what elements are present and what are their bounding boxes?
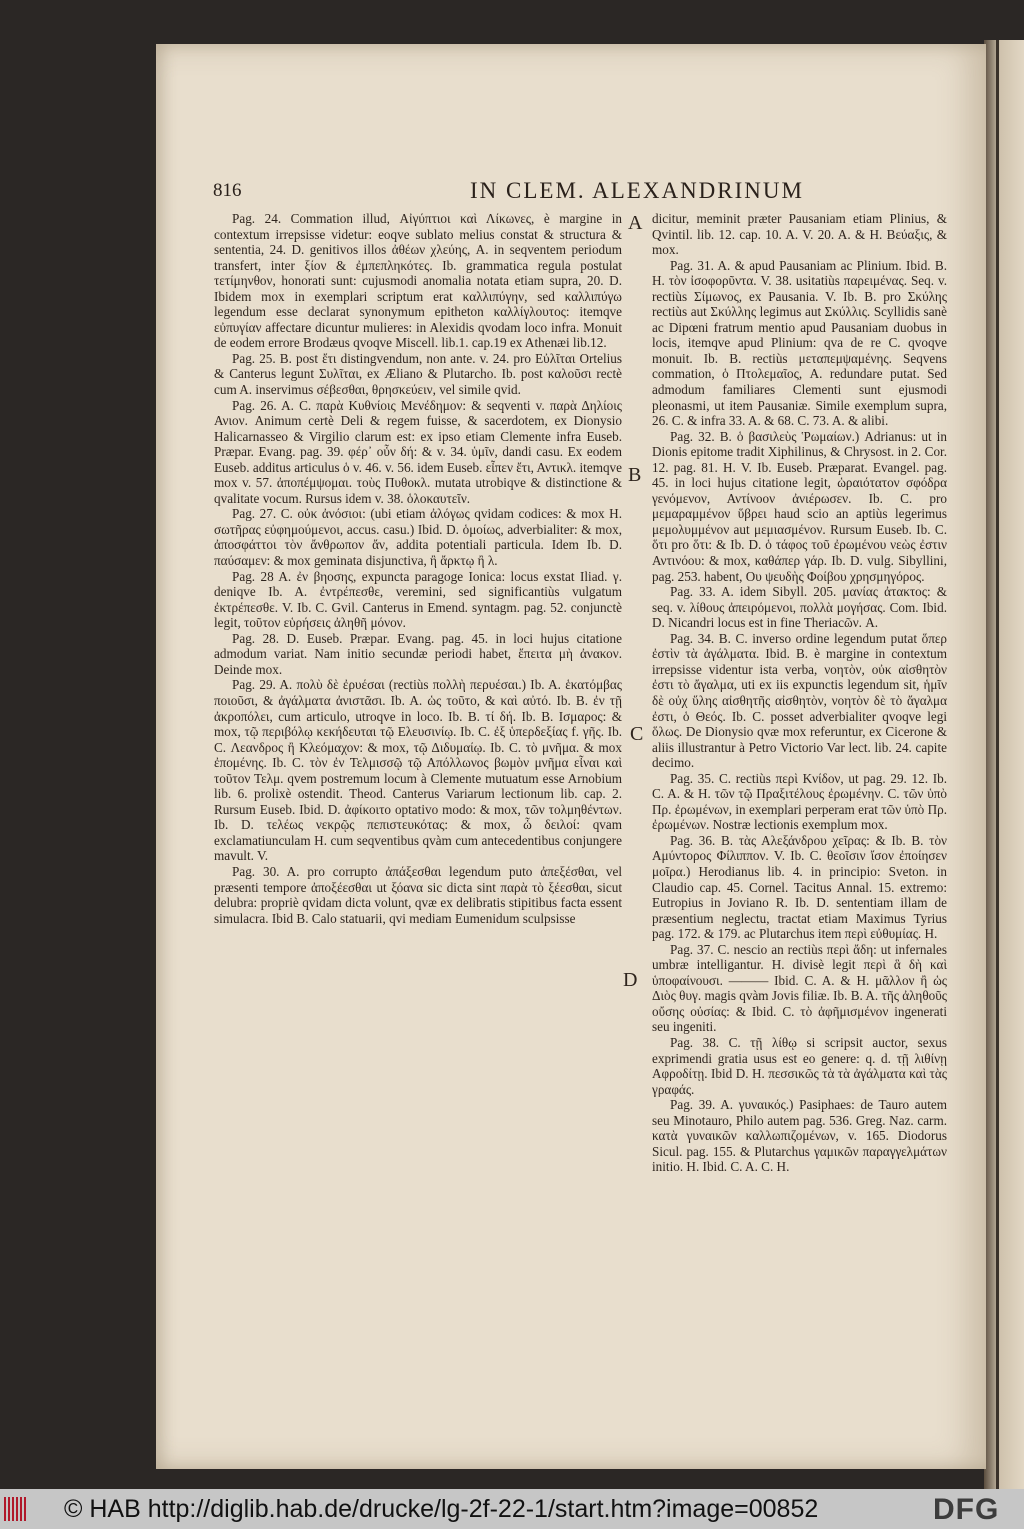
paragraph: Pag. 35. C. rectiùs περὶ Κνίδον, ut pag. 29. 12. Ib. C. A. & H. τῶν τῷ Πραξιτέλους ἐρωμένην. C. τῶν ὑπὸ Πρ. ἐρωμένων, in exemplari perperam erat τῶν ὑπὸ Πρ. ἐρωμένων. Nostræ lectionis exemplum mox. — [652, 770, 947, 833]
paragraph: Pag. 34. B. C. inverso ordine legendum putat ὅπερ ἐστὶν τὰ ἀγάλματα. Ibid. B. è margine in contextum irrepsisse videntur ista verba, νοητὸν, οὐκ αἰσθητὸν ἐστι τὸ ἄγαλμα, uti ex iis expunctis legendum sit, ἡμῖν δὲ οὐχ ὕλης αἰσθητῆς αἰσθητὸν, νοητὸν δὲ τὸ ἄγαλμα ἐστι, ὁ Θεός. Ib. C. posset adverbialiter qvoqve legi ὅλως. De Dionysio qvæ mox referuntur, ex Cicerone & aliis illustrantur à Petro Victorio Var lect. lib. 24. capite decimo. — [652, 630, 947, 771]
right-column — [652, 211, 947, 1175]
page-header — [213, 180, 948, 208]
margin-letter-b: B — [628, 464, 642, 486]
hab-logo-icon — [4, 1497, 26, 1521]
paragraph: Pag. 36. B. τὰς Αλεξάνδρου χεῖρας: & Ib. B. τὸν Αμύντορος Φίλιππον. V. Ib. C. θεοῖσιν ἴσον ἐποίησεν μοῖρα.) Herodianus lib. 4. in principio: Sveton. in Claudio cap. 45. Cornel. Tacitus Annal. 15. extremo: Eutropius in Joviano R. Ib. D. sententiam illam de præsentium neglectu, tractat etiam Maximus Tyrius pag. 172. & 179. ac Plutarchus item περὶ εὐθυμίας. H. — [652, 832, 947, 942]
paragraph: dicitur, meminit præter Pausaniam etiam Plinius, & Qvintil. lib. 12. cap. 10. A. V. 20. A. & H. Βεύαξις, & mox. — [652, 211, 947, 258]
paragraph: Pag. 26. A. C. παρὰ Κυθνίοις Μενέδημον: & seqventi v. παρὰ Δηλίοις Ανιον. Animum certè Deli & regem fuisse, & sacerdotem, ex Dionysio Halicarnasseo & Virgilio clarum est: ex ipso etiam Clemente infra Euseb. Præpar. Evang. pag. 39. φέρ᾽ οὖν δή: & v. 34. ὑμῖν, dandi casu. Ex eodem Euseb. additus articulus ὁ v. 46. v. 56. idem Euseb. εἶπεν ἔτι, Αντικλ. itemqve mox v. 57. ἀποπέμψομαι. τοὺς Πυθοκλ. mutata utrobiqve & distinctione & qvalitate vocum. Rursus idem v. 38. ὁλοκαυτεῖν. — [214, 397, 622, 506]
paragraph: Pag. 32. B. ὁ βασιλεὺς Ῥωμαίων.) Adrianus: ut in Dionis epitome tradit Xiphilinus, & Chrysost. in 2. Cor. 12. pag. 81. H. V. Ib. Euseb. Præparat. Evangel. pag. 45. in loci hujus citatione legit, ὡραιότατον σφόδρα γενόμενον, Αντίνοον ἀνιέρωσεν. Ib. C. pro μεμαραμμένον ὕβρει haud scio an aptiùs legerimus μεμολυμμένον aut μεμιασμένον. Rursum Euseb. Ib. C. ὅτι pro ὅτι: & Ib. D. ὁ τάφος τοῦ ἐρωμένου νεὼς ἐστιν Αντινόου: & mox, καθάπερ γάρ. Ib. D. vulg. Sibyllini, pag. 253. habent, Ου ψευδὴς Φοίβου χρησμηγόρος. — [652, 428, 947, 584]
paragraph: Pag. 30. A. pro corrupto ἀπάξεσθαι legendum puto ἀπεξέσθαι, vel præsenti tempore ἀποξέεσθαι ut ξόανα sic dicta sint παρὰ τὸ ξέεσθαι, sicut delubra: propriè qvidam dicta volunt, qvæ ex delibratis stipitibus facta essent simulacra. Ibid B. Calo statuarii, qvi mediam Eumenidum sculpsisse — [214, 863, 622, 926]
paragraph: Pag. 27. C. οὐκ ἀνόσιοι: (ubi etiam ἀλόγως qvidam codices: & mox H. σωτῆρας εὐφημούμενοι, accus. casu.) Ibid. D. ὁμοίως, adverbialiter: & mox, ἀποσφάττοι τὸν ἄνθρωπον ἄν, addita potentiali particula. Idem Ib. D. παύσαμεν: & mox geminata disjunctiva, ἢ ἄρκτῳ ἢ λ. — [214, 506, 622, 569]
margin-letter-d: D — [623, 969, 638, 991]
paragraph: Pag. 31. A. & apud Pausaniam ac Plinium. Ibid. B. H. τὸν ἰσοφορῦντα. V. 38. usitatiùs παρειμένας. Seq. v. rectiùs Σίμωνος, ex Pausania. V. Ib. B. pro Σκύλης rectiùs aut Σκύλλης legimus aut Σκύλλις. Scyllidis sanè ac Dipœni fratrum mentio apud Pausaniam duobus in locis, itemqve apud Plinium: qva de re C. qvoqve monuit. Ib. B. rectiùs μεταπεμψαμένης. Seqvens commation, ὁ Πτολεμαῖος, A. redundare putat. Sed admodum familiares Clementi sunt ejusmodi pleonasmi, ut item Pausaniæ. Simile exemplum supra, 26. C. & infra 33. A. & 68. C. 73. A. & alibi. — [652, 257, 947, 429]
running-title: IN CLEM. ALEXANDRINUM — [470, 178, 804, 203]
paragraph: Pag. 25. B. post ἔτι distingvendum, non ante. v. 24. pro Εὐλῖται Ortelius & Canterus legunt Συλῖται, ex Æliano & Plutarcho. Ib. post καλοῦσι rectè cum A. inservimus σέβεσθαι, θρησκεύειν, vel simile qvid. — [214, 350, 622, 398]
copyright-link[interactable]: © HAB http://diglib.hab.de/drucke/lg-2f-22-1/start.htm?image=00852 — [64, 1495, 819, 1523]
paragraph: Pag. 37. C. nescio an rectiùs περὶ ἄδη: ut infernales umbræ intelligantur. H. divisè legit περὶ ἃ δὴ καὶ ὑποφαίνουσι. ——— Ibid. C. A. & H. μᾶλλον ἢ ὡς Διὸς θυγ. magis qvàm Jovis filiæ. Ib. B. A. τῆς ἀληθοῦς οὔσης οὐσίας: & Ibid. C. τὸ ἀφῆμισμένον ingenerati seu ingeniti. — [652, 941, 947, 1035]
paragraph: Pag. 33. A. idem Sibyll. 205. μανίας ἀτακτος: & seq. v. λίθους ἀπειρόμενοι, πολλὰ μογήσας. Com. Ibid. D. Nicandri locus est in fine Theriacῶν. A. — [652, 584, 947, 631]
paragraph: Pag. 29. A. πολὺ δὲ ἐρυέσαι (rectiùs πολλὴ περυέσαι.) Ib. A. ἑκατόμβας ποιοῦσι, & ἀγάλματα ἀνιστᾶσι. Ib. A. ὡς τοῦτο, & καὶ αὐτό. Ib. B. ἐν τῇ ἀκροπόλει, cum articulo, utroqve in loco. Ib. B. τί δή. Ib. B. Ισμαρος: & mox, τῷ περιβόλῳ κεκήδευται τῷ Ελευσινίῳ. Ib. C. ἐξ ὑπερδεξίας f. γῆς. Ib. C. Λεανδρος ἢ Κλεόμαχον: & mox, τῷ Διδυμαίῳ. Ib. C. τὸ μνῆμα. & mox ἐπομένης. Ib. C. τὸν ἐν Τελμισσῷ τῷ Απόλλωνος βωμὸν μνῆμα εἶναι καὶ τοῦτον Τελμ. qvem postremum locum à Clemente mutuatum esse Arnobium lib. 6. prolixè ostendit. Theod. Canterus Variarum lectionum lib. cap. 2. Rursum Euseb. Ibid. D. ἀφίκοιτο optativo modo: & mox, τῶν τολμηθέντων. Ib. D. τελέως νεκρῷς πεπιστευκότας: & mox, ὦ δειλοί: qvam exclamatiunculam H. cum seqventibus qvàm cum antecedentibus conjungere mavult. V. — [214, 677, 622, 864]
paragraph: Pag. 38. C. τῇ λίθῳ si scripsit auctor, sexus exprimendi gratia usus est eo genere: q. d. τῇ λιθίνῃ Αφροδίτῃ. Ibid D. H. πεσσικῶς τὰ τὰ ἀγάλματα καὶ τὰς γραφάς. — [652, 1034, 947, 1097]
book-spine — [996, 40, 999, 1490]
adjacent-page-edge — [984, 40, 1024, 1490]
paragraph: Pag. 39. A. γυναικός.) Pasiphaes: de Tauro autem seu Minotauro, Philo autem pag. 536. Greg. Naz. carm. κατὰ γυναικῶν καλλωπιζομένων, v. 165. Diodorus Sicul. pag. 155. & Plutarchus γαμικῶν παραγγελμάτων initio. H. Ibid. C. A. C. H. — [652, 1097, 947, 1175]
paragraph: Pag. 24. Commation illud, Αἰγύπτιοι καὶ Λίκωνες, è margine in contextum irrepsisse videtur: eoqve sublato melius constat & structura & sententia, 24. D. genitivos illos ἀθέων χλεύης, A. in seqventem periodum transfert, inter ξίον & ἐμπεπληκότες. Ib. grammatica regula postulat τετίμηνθον, honorati sunt: cujusmodi anomalia notata etiam supra, 20. D. Ibidem mox in exemplari scriptum erat καλλιπύγην, sed καλλιπύγω legendum esse declarat synonymum epitheton καλλίγλουτος: itemqve εὐπυγίαν affectare dicuntur mulieres: in Alexidis qvodam loco infra. Monuit de eodem errore Brodæus qvoqve Miscell. lib.1. cap.19 ex Athenæi lib.12. — [214, 211, 622, 351]
footer-bar — [0, 1489, 1024, 1529]
page-number: 816 — [213, 180, 242, 201]
paragraph: Pag. 28 A. ἐν βηοσης, expuncta paragoge Ionica: locus exstat Iliad. γ. deniqve Ib. A. ἐντρέπεσθε, veremini, sed significantiùs vulgatum ἐκτρέπεσθε. V. Ib. C. Gvil. Canterus in Emend. syntagm. pag. 52. conjunctè legit, τοῦτον εὑρήσεις ἀληθῆ μόνον. — [214, 568, 622, 631]
left-column — [214, 211, 622, 926]
margin-letter-c: C — [630, 723, 644, 745]
margin-letter-a: A — [628, 212, 643, 234]
dfg-logo: DFG — [933, 1493, 1000, 1526]
paragraph: Pag. 28. D. Euseb. Præpar. Evang. pag. 45. in loci hujus citatione admodum variat. Nam initio secundæ periodi habet, ἔπειτα μὴ ἀνακον. Deinde mox. — [214, 630, 622, 677]
